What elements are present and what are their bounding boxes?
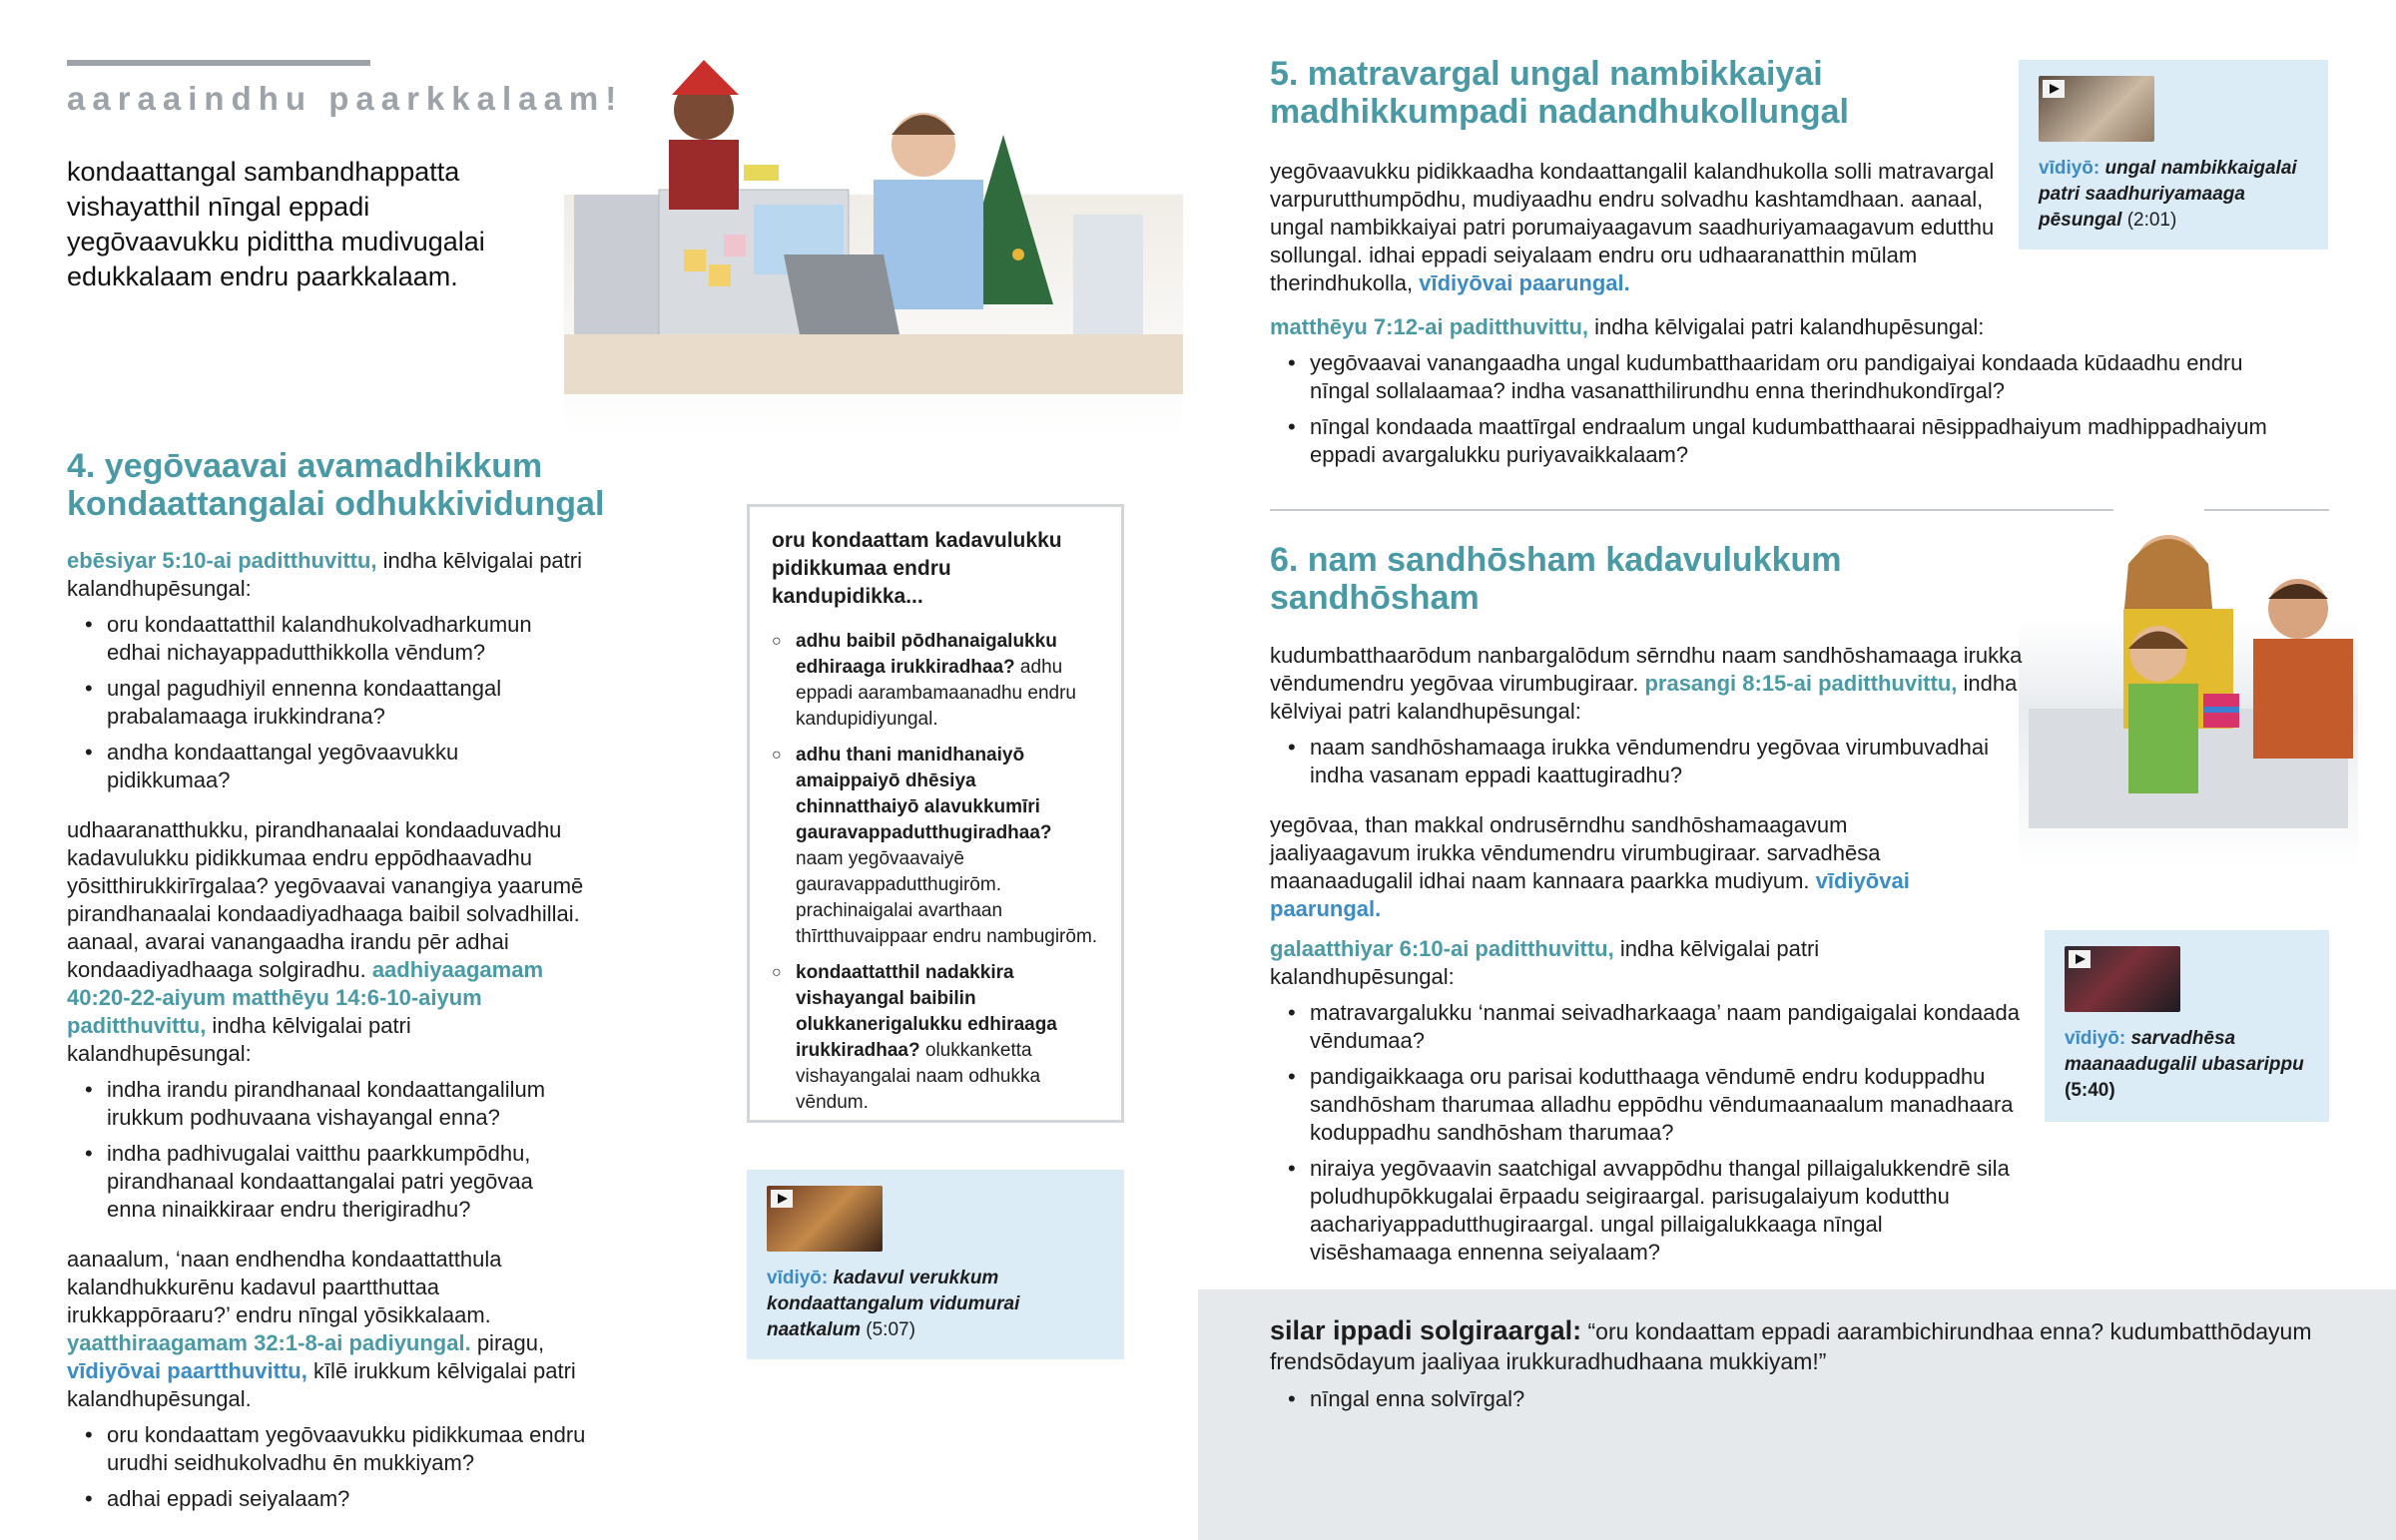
section-6-para-3: galaatthiyar 6:10-ai paditthuvittu, indha kēlvigalai patri kalandhupēsungal: [1270, 936, 1820, 989]
criteria-item: ○ kondaattatthil nadakkira vishayangal baibilin olukkanerigalukku edhiraaga irukkiradhaa? olukkanketta vishayangalai naam odhukka vēndum. [796, 960, 1099, 1116]
section-5-heading: 5. matravargal ungal nambikkaiyai madhikkumpadi nadandhukollungal [1270, 55, 1849, 131]
section-6-para-1: kudumbatthaarōdum nanbargalōdum sērndhu naam sandhōshamaaga irukka vēndumendru yegōvaa virumbugiraar. prasangi 8:15-ai paditthuvittu, indha kēlviyai patri kalandhupēsungal: [1270, 643, 2023, 724]
scripture-ref[interactable]: aadhiyaagamam 40:20-22-aiyum matthēyu 14:6-10-aiyum paditthuvittu, [67, 957, 544, 1038]
some-say-question [1270, 1385, 1524, 1421]
section-6-para-2: yegōvaa, than makkal ondrusērndhu sandhōshamaagavum jaaliyaagavum irukka vēndumendru virumbugiraar. sarvadhēsa maanaadugalil idhai naam kannaara paarkka mudiyum. vīdiyōvai paarungal. [1270, 812, 1910, 921]
section-5-content [1270, 313, 2348, 477]
question-item: • niraiya yegōvaavin saatchigal avvappōdhu thangal pillaigalukkendrē sila poludhupōkkugalai ērpaadu seigiraargal. parisugalaiyum kodutthu aachariyappadutthugiraargal. ungal pillaigalukkaaga nīngal visēshamaaga ennenna seiyalaam? [1310, 1155, 2029, 1267]
section-4-para-1: ebēsiyar 5:10-ai paditthuvittu, indha kēlvigalai patri kalandhupēsungal: [67, 548, 582, 601]
criteria-item: ○ adhu thani manidhanaiyō amaippaiyō dhēsiya chinnatthaiyō alavukkumīri gauravappadutthugiradhaa? naam yegōvaavaiyē gauravappadutthugirōm. prachinaigalai avarthaan thīrtthuvaippaar endru nambugirōm. [796, 743, 1099, 950]
scripture-ref[interactable]: galaatthiyar 6:10-ai paditthuvittu, [1270, 936, 1614, 961]
question-list-6 [1270, 999, 2029, 1267]
scripture-ref[interactable]: prasangi 8:15-ai paditthuvittu, [1644, 671, 1958, 696]
section-6-content [1270, 642, 2029, 1275]
video-caption: vīdiyō: sarvadhēsa maanaadugalil ubasarippu (5:40) [2065, 1028, 2304, 1101]
question-list-4 [1270, 349, 2268, 469]
question-list-2 [67, 1076, 586, 1224]
section-5-para-1: yegōvaavukku pidikkaadha kondaattangalil kalandhukolla solli matravargal varpurutthumpōdhu, mudiyaadhu endru solvadhu kashtamdhaan. aanaal, ungal nambikkaiyai patri porumaiyaagavum saadhuriyamaagavum edutthu sollungal. idhai eppadi seiyalaam endru oru udhaaranatthin mūlam therindhukolla, vīdiyōvai paarungal. [1270, 159, 1995, 295]
video-card-3[interactable] [2045, 930, 2329, 1122]
question-item: • adhai eppadi seiyalaam? [107, 1485, 586, 1513]
play-icon[interactable] [2043, 80, 2065, 98]
question-item: • andha kondaattangal yegōvaavukku pidikkumaa? [107, 739, 586, 794]
section-divider [1270, 509, 2113, 511]
scripture-ref[interactable]: ebēsiyar 5:10-ai paditthuvittu, [67, 548, 377, 573]
play-icon[interactable] [771, 1190, 793, 1208]
section-4-para-2: udhaaranatthukku, pirandhanaalai kondaaduvadhu kadavulukku pidikkumaa endru eppōdhaavadhu yōsitthirukkirīrgalaa? yegōvaavai vanangiya yaarumē pirandhanaalai kondaadiyadhaaga baibil solvadhillai. aanaal, avarai vanangaadha irandu pēr adhai kondaadiyadhaaga solgiradhu. aadhiyaagamam 40:20-22-aiyum matthēyu 14:6-10-aiyum paditthuvittu, indha kēlvigalai patri kalandhupēsungal: [67, 817, 584, 1066]
video-card-2[interactable] [2019, 60, 2328, 250]
question-item: • matravargalukku ‘nanmai seivadharkaaga’ naam pandigaigalai kondaada vēndumaa? [1310, 999, 2029, 1055]
scripture-ref[interactable]: matthēyu 7:12-ai paditthuvittu, [1270, 314, 1589, 339]
kicker-rule [67, 60, 370, 66]
question-item: • nīngal enna solvīrgal? [1310, 1385, 1524, 1413]
question-list-1 [67, 611, 586, 794]
question-item: • oru kondaattam yegōvaavukku pidikkumaa endru urudhi seidhukolvadhu ēn mukkiyam? [107, 1421, 586, 1477]
scripture-ref[interactable]: yaatthiraagamam 32:1-8-ai padiyungal. [67, 1330, 471, 1355]
criteria-box-title: oru kondaattam kadavulukku pidikkumaa endru kandupidikka... [772, 529, 1062, 608]
question-item: • pandigaikkaaga oru parisai kodutthaaga vēndumē endru koduppadhu sandhōsham tharumaa alladhu eppōdhu vēndumaanaalum manadhaara koduppadhu sandhōsham tharumaa? [1310, 1063, 2029, 1147]
question-item: • naam sandhōshamaaga irukka vēndumendru yegōvaa virumbuvadhai indha vasanam eppadi kaattugiradhu? [1310, 734, 2029, 789]
question-item: • ungal pagudhiyil ennenna kondaattangal prabalamaaga irukkindrana? [107, 675, 586, 731]
kicker-heading: aaraaindhu paarkkalaam! [67, 80, 624, 117]
video-caption: vīdiyō: ungal nambikkaigalai patri saadhuriyamaaga pēsungal (2:01) [2039, 158, 2297, 231]
section-4-para-3: aanaalum, ‘naan endhendha kondaattatthula kalandhukkurēnu kadavul paartthuttaa irukkappōraaru?’ endru nīngal yōsikkalaam. yaatthiraagamam 32:1-8-ai padiyungal. piragu, vīdiyōvai paartthuvittu, kīlē irukkum kēlvigalai patri kalandhupēsungal. [67, 1247, 576, 1411]
section-6-heading: 6. nam sandhōsham kadavulukkum sandhōsham [1270, 541, 1842, 617]
section-4-heading: 4. yegōvaavai avamadhikkum kondaattangalai odhukkividungal [67, 447, 605, 523]
video-link[interactable]: vīdiyōvai paarungal. [1270, 868, 1910, 921]
video-thumbnail[interactable] [2065, 946, 2180, 1012]
video-link[interactable]: vīdiyōvai paartthuvittu, [67, 1358, 307, 1383]
question-item: • oru kondaattatthil kalandhukolvadharkumun edhai nichayappadutthikkolla vēndum? [107, 611, 586, 667]
video-thumbnail[interactable] [2039, 76, 2154, 142]
question-list-3 [67, 1421, 586, 1513]
criteria-box [747, 504, 1124, 1123]
family-gift-illustration [2019, 509, 2358, 868]
question-item: • yegōvaavai vanangaadha ungal kudumbatthaaridam oru pandigaiyai kondaada kūdaadhu endru nīngal sollalaamaa? indha vasanatthilirundhu enna therindhukondīrgal? [1310, 349, 2268, 405]
video-link[interactable]: vīdiyōvai paarungal. [1419, 270, 1630, 295]
video-card-1[interactable] [747, 1170, 1124, 1359]
section-5-para-2: matthēyu 7:12-ai paditthuvittu, indha kēlvigalai patri kalandhupēsungal: [1270, 314, 1985, 339]
office-party-illustration [554, 55, 1193, 434]
section-4-content [67, 547, 586, 1521]
video-caption: vīdiyō: kadavul verukkum kondaattangalum vidumurai naatkalum (5:07) [767, 1268, 1020, 1340]
video-thumbnail[interactable] [767, 1186, 883, 1252]
question-list-5 [1270, 734, 2029, 789]
intro-text: kondaattangal sambandhappatta vishayatthil nīngal eppadi yegōvaavukku pidittha mudivugalai edukkalaam endru paarkkalaam. [67, 157, 485, 291]
question-item: • indha padhivugalai vaitthu paarkkumpōdhu, pirandhanaal kondaattangalai patri yegōvaa enna ninaikkiraar endru therigiradhu? [107, 1140, 586, 1224]
criteria-list [772, 629, 1099, 1116]
criteria-item: ○ adhu baibil pōdhanaigalukku edhiraaga irukkiradhaa? adhu eppadi aarambamaanadhu endru kandupidiyungal. [796, 629, 1099, 733]
play-icon[interactable] [2069, 950, 2091, 968]
some-say-text: silar ippadi solgiraargal: “oru kondaattam eppadi aarambichirundhaa enna? kudumbatthōdayum frendsōdayum jaaliyaa irukkuradhudhaana mukkiyam!” [1270, 1315, 2312, 1374]
question-item: • nīngal kondaada maattīrgal endraalum ungal kudumbatthaarai nēsippadhaiyum madhippadhaiyum eppadi avargalukku puriyavaikkalaam? [1310, 413, 2268, 469]
gift-icon [744, 165, 779, 181]
question-item: • indha irandu pirandhanaal kondaattangalilum irukkum podhuvaana vishayangal enna? [107, 1076, 586, 1132]
